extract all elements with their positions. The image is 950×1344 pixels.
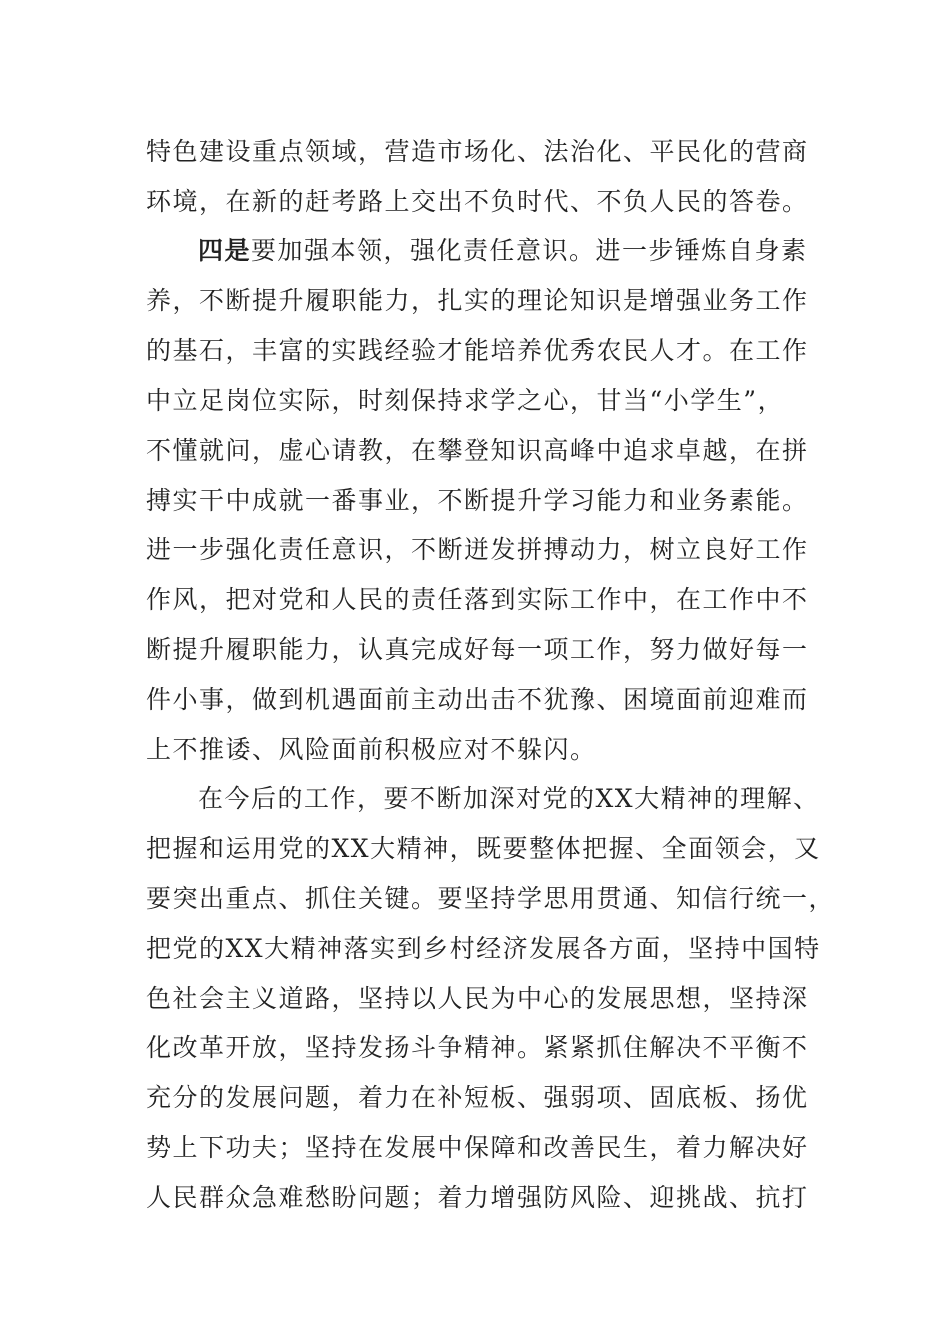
paragraph-3-line-2: 把握和运用党的XX大精神，既要整体把握、全面领会，又 xyxy=(146,834,821,863)
paragraph-2-line-8: 作风，把对党和人民的责任落到实际工作中，在工作中不 xyxy=(146,585,809,614)
paragraph-2-line-9: 断提升履职能力，认真完成好每一项工作，努力做好每一 xyxy=(146,635,809,664)
paragraph-2-line-1-text: 要加强本领，强化责任意识。进一步锤炼自身素 xyxy=(251,236,808,265)
paragraph-2-line-1 xyxy=(198,231,806,271)
paragraph-2-line-10: 件小事，做到机遇面前主动出击不犹豫、困境面前迎难而 xyxy=(146,685,809,714)
paragraph-3-line-3: 要突出重点、抓住关键。要坚持学思用贯通、知信行统一， xyxy=(146,884,836,913)
paragraph-2-line-7: 进一步强化责任意识，不断迸发拼搏动力，树立良好工作 xyxy=(146,535,809,564)
paragraph-3-line-1: 在今后的工作，要不断加深对党的XX大精神的理解、 xyxy=(198,784,820,813)
paragraph-1-line-1: 特色建设重点领域，营造市场化、法治化、平民化的营商 xyxy=(146,137,809,166)
paragraph-2-line-4: 中立足岗位实际，时刻保持求学之心，甘当“小学生”， xyxy=(146,386,785,415)
paragraph-2-lead: 四是 xyxy=(198,236,252,265)
paragraph-2-line-2: 养，不断提升履职能力，扎实的理论知识是增强业务工作 xyxy=(146,286,809,315)
paragraph-3-line-9: 人民群众急难愁盼问题；着力增强防风险、迎挑战、抗打 xyxy=(146,1183,809,1212)
paragraph-3-line-5: 色社会主义道路，坚持以人民为中心的发展思想，坚持深 xyxy=(146,984,809,1013)
paragraph-2-line-5: 不懂就问，虚心请教，在攀登知识高峰中追求卓越，在拼 xyxy=(146,436,809,465)
paragraph-3-line-7: 充分的发展问题，着力在补短板、强弱项、固底板、扬优 xyxy=(146,1083,809,1112)
paragraph-2-line-3: 的基石，丰富的实践经验才能培养优秀农民人才。在工作 xyxy=(146,336,809,365)
paragraph-2-line-11: 上不推诿、风险面前积极应对不躲闪。 xyxy=(146,735,597,764)
paragraph-3-line-8: 势上下功夫；坚持在发展中保障和改善民生，着力解决好 xyxy=(146,1133,809,1162)
paragraph-2-line-6: 搏实干中成就一番事业，不断提升学习能力和业务素能。 xyxy=(146,486,809,515)
paragraph-3-line-4: 把党的XX大精神落实到乡村经济发展各方面，坚持中国特 xyxy=(146,934,821,963)
paragraph-3-line-6: 化改革开放，坚持发扬斗争精神。紧紧抓住解决不平衡不 xyxy=(146,1033,809,1062)
paragraph-1-line-2: 环境，在新的赶考路上交出不负时代、不负人民的答卷。 xyxy=(146,187,809,216)
